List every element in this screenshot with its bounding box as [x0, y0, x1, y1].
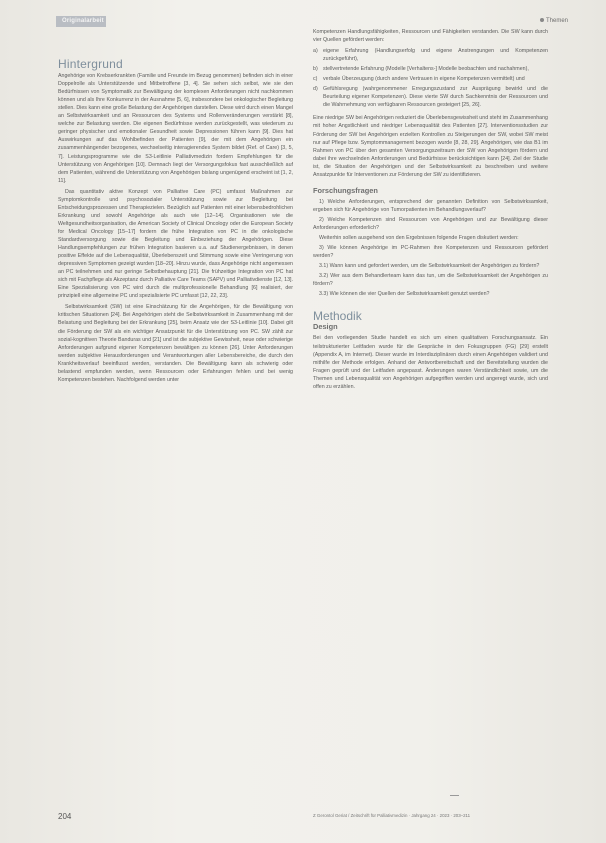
research-question: 3.1) Wann kann und gefordert werden, um die Selbstwirksamkeit der Angehörigen zu fördern? [319, 263, 540, 270]
right-column [313, 28, 548, 394]
list-item [313, 47, 548, 63]
research-question: 2) Welche Kompetenzen sind Ressourcen von Angehörigen und zur Bewältigung dieser Anforderungen erforderlich? [313, 216, 548, 231]
paragraph: Das quantitativ aktive Konzept von Palliative Care (PC) umfasst Maßnahmen zur Symptomkontrolle und psychosozialer Unterstützung sowie zur Begleitung bei Entscheidungsprozessen und Therapiezielen. Bezüglich auf Patienten mit einer lebensbedrohlichen Erkrankung und sowohl Angehörige als auch wie [12–14]. Organisationen wie die Weltgesundheitsorganisation, die American Society of Clinical Oncology oder die European Society for Medical Oncology [15–17] fordern die frühe Integration von PC in die onkologische Standardversorgung sowie die Begleitung und Einbeziehung der Angehörigen. Diese Handlungsempfehlungen zur frühen Integration basieren u.a. auf Studienergebnissen, in denen positive Effekte auf die Lebensqualität, Überlebenszeit und Stimmung sowie eine Verringerung von depressiven Symptomen gezeigt wurden [18–20]. Hinzu wurde, dass Angehörige nicht angemessen an PC teilnehmen und nur geringe Selbstbehauptung [21]. Die frühzeitige Integration von PC hat sich mit Fachpflege als Akzeptanz durch Palliative Care Teams (SAPV) und Palliativdienste [12, 13]. Eine Spezialisierung von PC wird durch die multiprofessionelle Behandlung [6] realisiert, der prinzipiell eine allgemeine PC und spezialisierte PC umfasst [12, 22, 23]. [58, 188, 293, 300]
list-item-label: b) [313, 66, 318, 73]
footer-source: Z Gerontol Geriat / Zeitschrift für Palliativmedizin · Jahrgang 24 · 2023 · 203–211 [313, 813, 471, 818]
list-item-text: Gefühlsregung (wahrgenommener Erregungszustand zur Ausprägung bewirkt und die Beurteilung eigener Kompetenzen). Diese vierte SW durch Sachkenntnis der Ressourcen und die Wahrnehmung von verfügbaren Ressourcen gesteigert [25, 26]. [323, 86, 548, 109]
category-tab-label: Originalarbeit [62, 18, 104, 24]
research-question: 1) Welche Anforderungen, entsprechend der genannten Definition von Selbstwirksamkeit, ergeben sich für Angehörige von Tumorpatienten im Behandlungsverlauf? [313, 198, 548, 213]
section-label [540, 18, 568, 24]
list-item-text: verbale Überzeugung (durch andere Vertrauen in eigene Kompetenzen vermittelt) und [323, 76, 525, 83]
paragraph: Bei den vorliegenden Studie handelt es sich um einen qualitativen Forschungsansatz. Ein teilstrukturierter Leitfaden wurde für die Gespräche in den Fokusgruppen (FG) [29] erstellt (Appendix A, im Internet). Dieser wurde im Interdisziplinären durch einen Angehörigen validiert und mithilfe der Methode erfolgen. Anhand der Antwortbereitschaft und der Bereitstellung wurden die Fragen geprüft und der Leitfaden angepasst. Änderungen waren Verständlichkeit sowie, um die Themen und Lebensqualität von Angehörigen aufgegriffen werden und angeregt wurde, sich und offen zu erzählen. [313, 335, 548, 390]
list-item-text: stellvertretende Erfahrung (Modelle [Verhaltens-] Modelle beobachten und nachahmen), [323, 66, 529, 73]
paragraph: Kompetenzen Handlungsfähigkeiten, Ressourcen und Fähigkeiten verstanden. Die SW kann durch vier Quellen gefördert werden: [313, 29, 548, 44]
paragraph: Angehörige von Krebserkrankten (Familie und Freunde im Bezug genommen) befinden sich in einer Doppelrolle als Unterstützende und Mitbetroffene [3, 4]. Sie sehen sich selbst, wie sie den Bedürfnissen von Symptomatik zur Bewältigung der komplexen Anforderungen nicht nachkommen können und als Ihre Konkurrenz in der Ausnahme [5, 6], insbesondere bei onkologischer Begleitung stellen. Dies kann eine große Belastung der Angehörigen darstellen. Diese wird durch einen Mangel an Selbstwirksamkeit und an Ressourcen des Systems und Rollenveränderungen verstärkt [8], welche zur Belastung werden. Die eigenen Bedürfnisse werden zurückgestellt, was wiederum zu geringer physischer und emotionaler Gesundheit sowie Depressionen führen kann [9]. Dies hat Auswirkungen auf das Wohlbefinden der Patienten [9], der mit dem Angehörigen ein zusammenhängender bezogenes, wechselseitig interagierendes System bildet (Ref. of Care) [3, 5, 7]. Leistungsprogramme wie die S3-Leitlinie Palliativmedizin fordern Empfehlungen für die Unterstützung von Angehörigen [10]. Demnach liegt der Versorgungsfokus fast ausschließlich auf dem Patienten, während die Unterstützung von Angehörigen bislang ungenügend erscheint ist [1, 2, 11]. [58, 73, 293, 184]
category-tab [56, 16, 106, 27]
left-column [58, 28, 293, 387]
paragraph: Selbstwirksamkeit (SW) ist eine Einschätzung für die Angehörigen, für die Bewältigung von kritischen Situationen [24]. Bei Angehörigen steht die Selbstwirksamkeit in Zusammenhang mit der Belastung und Begleitung bei der Erkrankung [25], beim Ansatz wie der S3-Leitlinie [10]. Dabei gilt die Förderung der SW als ein wichtiger Ansatzpunkt für die Unterstützung von PC. SW zählt zur sozial-kognitiven Theorie Banduras und [21] und ist die subjektive Gewissheit, neue oder schwierige Anforderungen aufgrund eigener Kompetenzen bewältigen zu können [26]. Unter Anforderungen werden subjektive Herausforderungen und Verantwortungen aller Lebensbereiche, die durch den Krankheitsverlauf beeinflusst werden, verstanden. Die Bewältigung kann als schwierig oder belastend empfunden werden, wenn Ressourcen oder Erfahrungen fehlen und bei wenig Kompetenzen bestehen. Nachfolgend werden unter [58, 304, 293, 383]
list-item-label: c) [313, 76, 318, 83]
research-question: Weiterhin sollen ausgehend von den Ergebnissen folgende Fragen diskutiert werden: [319, 235, 519, 242]
heading-hintergrund: Hintergrund [58, 57, 123, 71]
heading-methodik: Methodik [313, 309, 362, 324]
page-number: 204 [58, 812, 72, 821]
divider [450, 795, 459, 796]
list-item-text: eigene Erfahrung (Handlungserfolg und eigene Anstrengungen und Kompetenzen zurückgeführt), [323, 48, 548, 63]
research-question: 3.2) Wer aus dem Behandlerteam kann das tun, um die Selbstwirksamkeit der Angehörigen zu fördern? [313, 273, 548, 288]
research-question: 3.3) Wie können die vier Quellen der Selbstwirksamkeit genutzt werden? [319, 291, 490, 298]
list-item [313, 85, 548, 109]
section-label-text: Themen [545, 18, 568, 24]
heading-design: Design [313, 322, 338, 332]
paragraph: Eine niedrige SW bei Angehörigen reduziert die Überlebensgewissheit und steht im Zusammenhang mit hoher Angstlichkeit und niedriger Lebensqualität des Patienten [27]. Interventionsstudien zur Förderung der SW bei Angehörigen erzielten Kontrollen zu Steigerungen der SW, wobei SW meist nur auf Pflege bzw. Symptommanagement bezogen wurde [8, 28, 29]. Angehörigen, wie das B1 im Rahmen von PC über den gesamten Versorgungszeitraum der SW von Angehörigen fördern und dabei ihre wechselnden Anforderungen und Bedürfnisse berücksichtigen kann [24]. Ziel der Studie ist, die Situation der Angehörigen und der Selbstwirksamkeit zu beschreiben und weitere Ansatzpunkte für Interventionen zur Förderung der SW zu identifizieren. [313, 115, 548, 178]
list-item [313, 75, 548, 83]
research-question: 3) Wie können Angehörige im PC-Rahmen ihre Kompetenzen und Ressourcen gefördert werden? [313, 245, 548, 260]
list-item-label: a) [313, 48, 318, 55]
list-item [313, 65, 548, 73]
heading-forschungsfragen: Forschungsfragen [313, 185, 378, 195]
list-item-label: d) [313, 86, 318, 93]
bullet-icon [540, 18, 544, 22]
